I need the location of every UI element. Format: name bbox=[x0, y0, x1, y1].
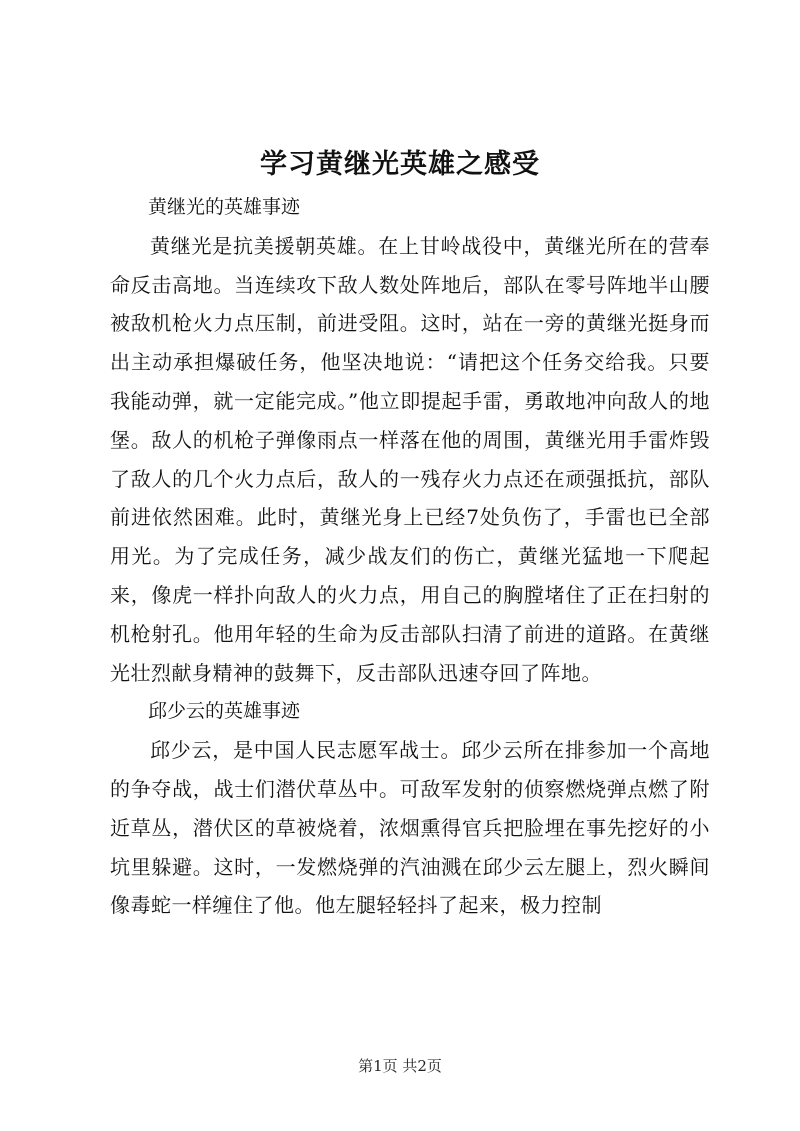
section-heading-huang-jiguang: 黄继光的英雄事迹 bbox=[148, 196, 301, 218]
page-title: 学习黄继光英雄之感受 bbox=[260, 149, 540, 180]
document-body bbox=[110, 188, 710, 925]
section-heading-qiu-shaoyun: 邱少云的英雄事迹 bbox=[148, 700, 301, 723]
section-paragraph-qiu-shaoyun: 邱少云，是中国人民志愿军战士。邱少云所在排参加一个高地的争夺战，战士们潜伏草丛中。可敌军发射的侦察燃烧弹点燃了附近草丛，潜伏区的草被烧着，浓烟熏得官兵把脸埋在事先挖好的小坑里躲避。这时，一发燃烧弹的汽油溅在邱少云左腿上，烈火瞬间像毒蛇一样缠住了他。他左腿轻轻抖了起来，极力控制 bbox=[110, 738, 710, 918]
page-number-footer: 第1页 共2页 bbox=[358, 1057, 442, 1075]
section-paragraph-huang-jiguang: 黄继光是抗美援朝英雄。在上甘岭战役中，黄继光所在的营奉命反击高地。当连续攻下敌人数处阵地后，部队在零号阵地半山腰被敌机枪火力点压制，前进受阻。这时，站在一旁的黄继光挺身而出主动承担爆破任务，他坚决地说：“请把这个任务交给我。只要我能动弹，就一定能完成。”他立即提起手雷，勇敢地冲向敌人的地堡。敌人的机枪子弹像雨点一样落在他的周围，黄继光用手雷炸毁了敌人的几个火力点后，敌人的一残存火力点还在顽强抵抗，部队前进依然困难。此时，黄继光身上已经7处负伤了，手雷也已全部用光。为了完成任务，减少战友们的伤亡，黄继光猛地一下爬起来，像虎一样扑向敌人的火力点，用自己的胸膛堵住了正在扫射的机枪射孔。他用年轻的生命为反击部队扫清了前进的道路。在黄继光壮烈献身精神的鼓舞下，反击部队迅速夺回了阵地。 bbox=[110, 233, 710, 685]
